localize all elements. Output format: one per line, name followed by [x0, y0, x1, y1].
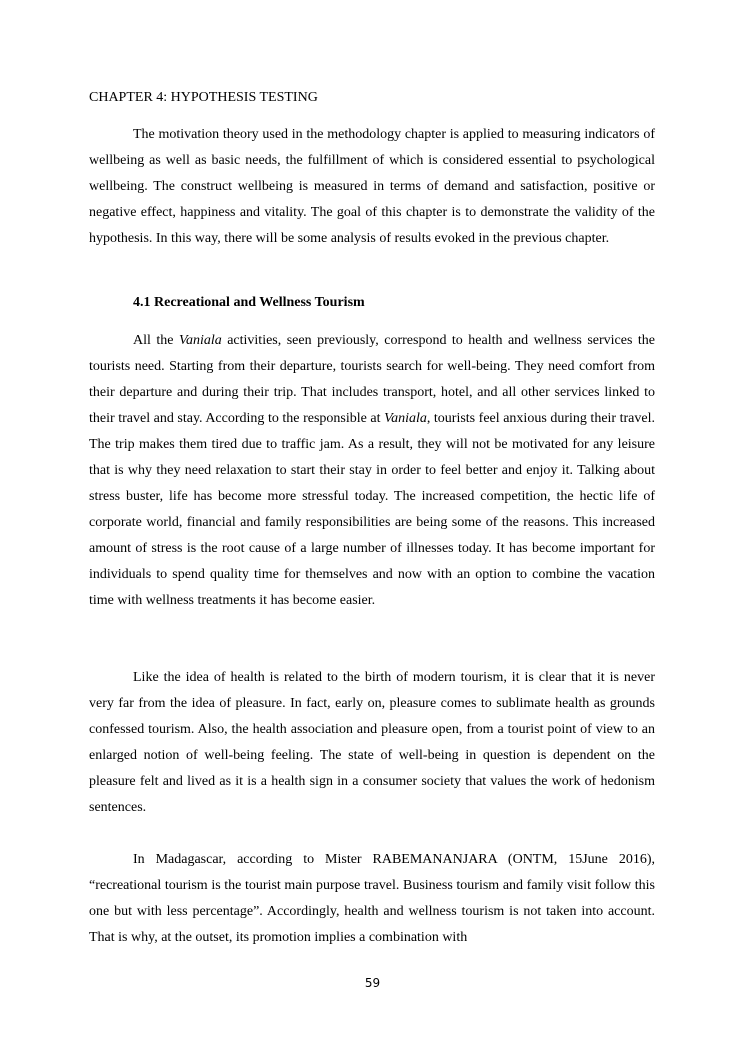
chapter-title: CHAPTER 4: HYPOTHESIS TESTING — [89, 90, 318, 105]
section-title: 4.1 Recreational and Wellness Tourism — [133, 295, 365, 310]
paragraph-text: , tourists feel anxious during their travel. The trip makes them tired due to traffic jam. As a result, they will not be motivated for any leisure that is why they need relaxation to start their stay in order to feel better and enjoy it. Talking about stress buster, life has become more stressful today. The increased competition, the hectic life of corporate world, financial and family responsibilities are being some of the reasons. This increased amount of stress is the root cause of a large number of illnesses today. It has become important for individuals to spend quality time for themselves and now with an option to combine the vacation time with wellness treatments it has become easier. — [89, 411, 656, 608]
paragraph-text: activities, seen previously, correspond to health and wellness services the tourists need. Starting from their departure, tourists search for well-being. They need comfort from their departure and during their trip. That includes transport, hotel, and all other services linked to their travel and stay. According to the responsible at — [89, 333, 656, 426]
section-paragraph-1 — [89, 328, 655, 614]
italic-place-name: Vaniala — [384, 411, 427, 426]
paragraph-text: All the — [133, 333, 179, 348]
page-number: 59 — [364, 976, 381, 990]
intro-paragraph: The motivation theory used in the methodology chapter is applied to measuring indicators of wellbeing as well as basic needs, the fulfillment of which is considered essential to psychological wellbeing. The construct wellbeing is measured in terms of demand and satisfaction, positive or negative effect, happiness and vitality. The goal of this chapter is to demonstrate the validity of the hypothesis. In this way, there will be some analysis of results evoked in the previous chapter. — [89, 127, 655, 246]
section-paragraph-3: In Madagascar, according to Mister RABEMANANJARA (ONTM, 15June 2016), “recreational tourism is the tourist main purpose travel. Business tourism and family visit follow this one but with less percentage”. Accordingly, health and wellness tourism is not taken into account. That is why, at the outset, its promotion implies a combination with — [89, 852, 655, 945]
section-paragraph-2: Like the idea of health is related to the birth of modern tourism, it is clear that it is never very far from the idea of pleasure. In fact, early on, pleasure comes to sublimate health as grounds confessed tourism. Also, the health association and pleasure open, from a tourist point of view to an enlarged notion of well-being feeling. The state of well-being in question is dependent on the pleasure felt and lived as it is a health sign in a consumer society that values the work of hedonism sentences. — [89, 670, 655, 815]
italic-place-name: Vaniala — [178, 333, 222, 348]
